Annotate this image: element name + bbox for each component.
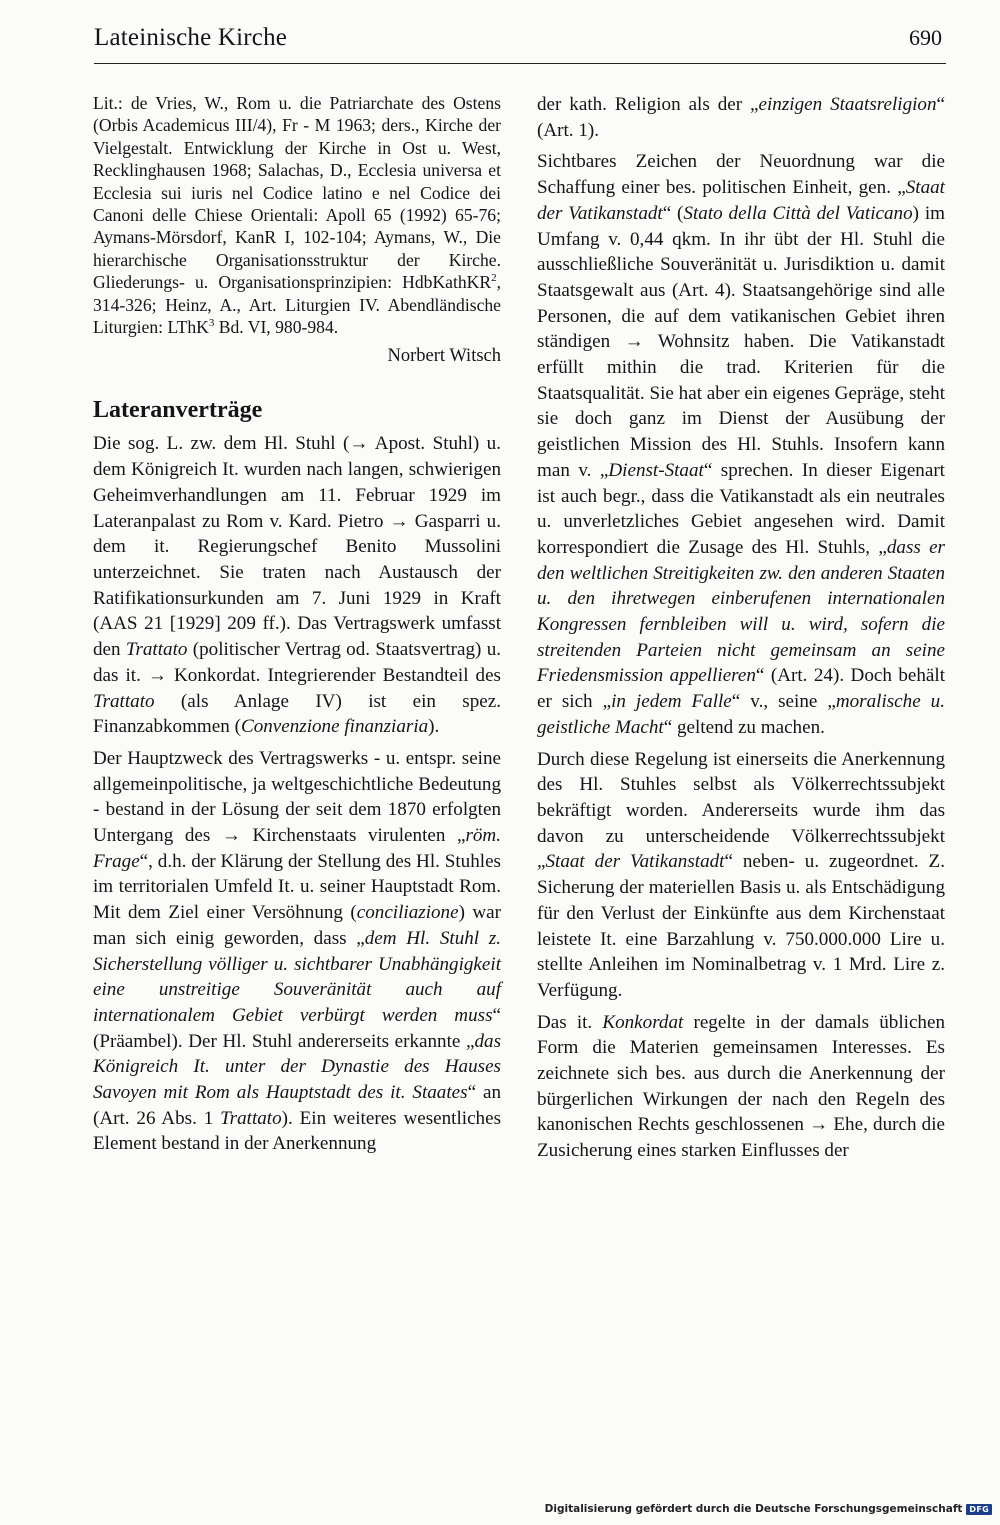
italic-text: Trattato bbox=[93, 690, 155, 712]
italic-text: dem Hl. Stuhl z. Sicherstellung völliger u. sichtbarer Unabhängigkeit eine unstreitige Souveränität auch auf internationalem Gebiet verbürgt werden muss bbox=[93, 927, 501, 1026]
text-run: “, d.h. der Klärung der Stellung des Hl. Stuhles im territorialen Umfeld It. u. seiner Hauptstadt Rom. Mit dem Ziel einer Versöhnung ( bbox=[93, 850, 501, 924]
header-rule bbox=[94, 63, 946, 64]
literature-references bbox=[93, 92, 501, 338]
paragraph bbox=[93, 746, 501, 1157]
text-run: ). bbox=[428, 716, 440, 738]
text-run: ) im Umfang v. 0,44 qkm. In ihr übt der Hl. Stuhl die ausschließliche Souveränität u. Jurisdiktion u. damit Staatsgewalt aus (Art. 4). Staatsangehörige sind alle Personen, die auf dem vatikanischen Gebiet ihren ständigen → Wohnsitz haben. Die Vatikanstadt erfüllt mithin die trad. Kriterien für die Staatsqualität. Sie hat aber ein eigenes Gepräge, steht sie doch ganz im Dienst der Ausübung der geistlichen Mission des Hl. Stuhls. Insofern kann man v. „ bbox=[537, 202, 945, 481]
superscript: 3 bbox=[208, 317, 215, 330]
text-run: “ ( bbox=[662, 202, 684, 224]
italic-text: röm. Frage bbox=[93, 825, 501, 872]
page-number: 690 bbox=[909, 25, 942, 50]
italic-text: Staat der Vatikanstadt bbox=[545, 851, 725, 873]
superscript: 2 bbox=[491, 272, 497, 285]
text-run: “ (Art. 1). bbox=[537, 94, 945, 141]
italic-text: moralische u. geistliche Macht bbox=[537, 691, 945, 738]
text-run: “ (Präambel). Der Hl. Stuhl andererseits erkannte „ bbox=[93, 1004, 501, 1052]
italic-text: Trattato bbox=[220, 1107, 282, 1129]
text-run: “ (Art. 24). Doch behält er sich „ bbox=[537, 665, 945, 713]
text-run: ). Ein weiteres wesentliches Element bestand in der Anerkennung bbox=[93, 1107, 501, 1155]
paragraph bbox=[537, 1010, 945, 1164]
author-name: Norbert Witsch bbox=[387, 346, 501, 367]
italic-text: Trattato bbox=[125, 639, 188, 661]
text-run: “ v., seine „ bbox=[731, 691, 836, 713]
italic-text: dass er den weltlichen Streitigkeiten zw. den anderen Staaten u. den ihretwegen einberufenen internationalen Kongressen fernbleiben will u. wird, sofern die streitenden Parteien nicht gemeinsam an seine Friedensmission appellieren bbox=[537, 536, 945, 687]
text-run: Lit.: de Vries, W., Rom u. die Patriarchate des Ostens (Orbis Academicus III/4), Fr - M 1963; ders., Kirche der Vielgestalt. Entwicklung der Kirche in Ost u. West, Recklinghausen 1968; Salachas, D., Ecclesia universa et Ecclesia sui iuris nel Codice latino e nel Codice dei Canoni delle Chiese Orientali: Apoll 65 (1992) 65-76; Aymans-Mörsdorf, KanR I, 102-104; Aymans, W., Die hierarchische Organisationsstruktur der Kirche. Gliederungs- u. Organisationsprinzipien: HdbKathKR bbox=[93, 93, 501, 293]
paragraph bbox=[537, 149, 945, 740]
text-run: “ neben- u. zugeordnet. Z. Sicherung der materiellen Basis u. als Entschädigung für den Verlust der Einkünfte aus dem Kirchenstaat leistete It. eine Barzahlung v. 750.000.000 Lire u. stellte Anleihen im Nominalbetrag v. 1 Mrd. Lire z. Verfügung. bbox=[537, 851, 945, 1001]
text-run: “ an (Art. 26 Abs. 1 bbox=[93, 1082, 501, 1129]
left-column bbox=[93, 92, 501, 1157]
right-column bbox=[537, 92, 945, 1164]
italic-text: Stato della Città del Vaticano bbox=[683, 202, 913, 224]
text-run: ) war man sich einig geworden, dass „ bbox=[93, 902, 501, 949]
italic-text: Dienst-Staat bbox=[608, 459, 704, 481]
text-run: Sichtbares Zeichen der Neuordnung war die Schaffung einer bes. politischen Einheit, gen. „ bbox=[537, 151, 945, 199]
text-run: “ geltend zu machen. bbox=[663, 716, 825, 738]
text-run: (politischer Vertrag od. Staatsvertrag) u. das it. → Konkordat. Integrierender Bestandteil des bbox=[93, 639, 502, 686]
text-run: (als Anlage IV) ist ein spez. Finanzabkommen ( bbox=[93, 690, 501, 738]
italic-text: das Königreich It. unter der Dynastie des Hauses Savoyen mit Rom als Hauptstadt des it. Staates bbox=[93, 1030, 501, 1104]
text-run: Das it. bbox=[537, 1011, 603, 1033]
text-run: “ sprechen. In dieser Eigenart ist auch begr., dass die Vatikanstadt als ein neutrales u. unverletzliches Gebiet angesehen wird. Damit korrespondiert die Zusage des Hl. Stuhls, „ bbox=[537, 459, 945, 558]
text-run: Die sog. L. zw. dem Hl. Stuhl (→ Apost. Stuhl) u. dem Königreich It. wurden nach langen, schwierigen Geheimverhandlungen am 11. Februar 1929 im Lateranpalast zu Rom v. Kard. Pietro → Gasparri u. dem it. Regierungschef Benito Mussolini unterzeichnet. Sie traten nach Austausch der Ratifikationsurkunden am 7. Juni 1929 in Kraft (AAS 21 [1929] 209 ff.). Das Vertragswerk umfasst den bbox=[93, 433, 501, 661]
italic-text: Convenzione finanziaria bbox=[240, 716, 429, 738]
credit-text: Digitalisierung gefördert durch die Deutsche Forschungsgemeinschaft bbox=[544, 1503, 963, 1515]
digitization-credit bbox=[545, 1503, 992, 1515]
italic-text: conciliazione bbox=[356, 902, 459, 924]
paragraph bbox=[93, 431, 501, 739]
text-run: regelte in der damals üblichen Form die Materien gemeinsamen Interesses. Es zeichnete sich bes. aus durch die Anerkennung der bürgerlichen Wirkungen der nach den Regeln des kanonischen Rechts geschlossenen → Ehe, durch die Zusicherung eines starken Einflusses der bbox=[537, 1011, 945, 1162]
dfg-logo: DFG bbox=[966, 1504, 992, 1515]
italic-text: einzigen Staatsreligion bbox=[758, 94, 937, 115]
text-run: Der Hauptzweck des Vertragswerks - u. entspr. seine allgemeinpolitische, ja weltgeschichtliche Bedeutung - bestand in der Lösung der seit dem 1870 erfolgten Untergang des → Kirchenstaats virulenten „ bbox=[93, 747, 501, 847]
running-head: Lateinische Kirche bbox=[94, 24, 288, 51]
italic-text: Konkordat bbox=[602, 1011, 684, 1033]
page-header bbox=[94, 24, 946, 64]
text-run: der kath. Religion als der „ bbox=[537, 94, 759, 115]
paragraph bbox=[537, 747, 945, 1004]
entry-title: Lateranverträge bbox=[93, 397, 263, 424]
text-run: Bd. VI, 980-984. bbox=[214, 317, 339, 338]
paragraph bbox=[537, 92, 945, 143]
text-run: Durch diese Regelung ist einerseits die Anerkennung des Hl. Stuhles selbst als Völkerrechtssubjekt bekräftigt worden. Andererseits wurde ihm das davon zu unterscheidende Völkerrechtssubjekt „ bbox=[537, 748, 945, 873]
italic-text: Staat der Vatikanstadt bbox=[537, 177, 945, 224]
text-run: , 314-326; Heinz, A., Art. Liturgien IV. Abendländische Liturgien: LThK bbox=[93, 272, 501, 338]
italic-text: in jedem Falle bbox=[611, 691, 732, 713]
